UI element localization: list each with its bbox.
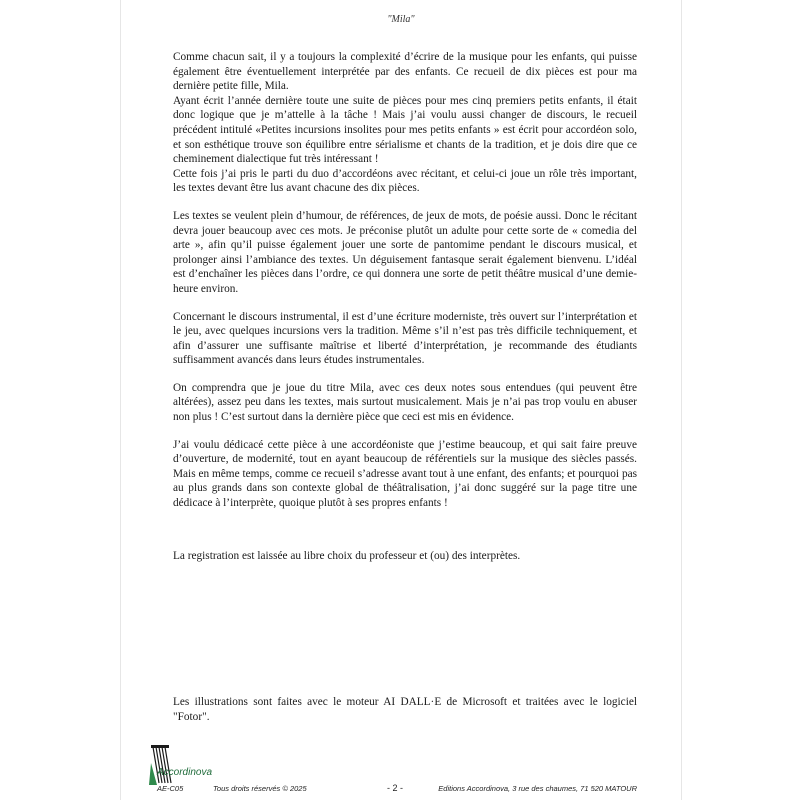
paragraph-intro-3: Cette fois j’ai pris le parti du duo d’accordéons avec récitant, et celui-ci joue un rôle très important, les textes devant être lus avant chacune des dix pièces. [173,167,637,195]
paragraph-intro-1: Comme chacun sait, il y a toujours la complexité d’écrire de la musique pour les enfants, qui puisse également être éventuellement interprétée par des enfants. Ce recueil de dix pièces est pour ma dernière petite fille, Mila. [173,51,637,93]
footer-rights: Tous droits réservés © 2025 [213,784,307,793]
paragraph-illustrations: Les illustrations sont faites avec le moteur AI DALL·E de Microsoft et traitées avec le logiciel "Fotor". [173,696,637,723]
logo-wordmark: Accordinova [157,767,213,778]
paragraph-instrumental: Concernant le discours instrumental, il est d’une écriture moderniste, très ouvert sur l’interprétation et le jeu, avec quelques incursions vers la tradition. Même s’il n’est pas très difficile techniquement, et afin d’assurer une suffisante maîtrise et liberté d’interprétation, je recommande des étudiants suffisamment avancés dans leurs études instrumentales. [173,310,637,367]
paragraph-dedication: J’ai voulu dédicacé cette pièce à une accordéoniste que j’estime beaucoup, et qui sait faire preuve d’ouverture, de modernité, tout en ayant beaucoup de référentiels sur la musique des siècles passés. Mais en même temps, comme ce recueil s’adresse avant tout à une enfant, des enfants; et pourquoi pas au plus grands dans son contexte global de théâtralisation, j’ai donc suggéré sur la page titre une dédicace à l’interprète, quoique plutôt à ses propres enfants ! [173,438,637,510]
page-header-title: "Mila" [387,14,415,25]
accordion-icon [141,745,221,787]
footer-editions: Editions Accordinova, 3 rue des chaumes, 71 520 MATOUR [438,784,637,793]
page-number: - 2 - [387,783,404,793]
paragraph-texts: Les textes se veulent plein d’humour, de références, de jeux de mots, de poésie aussi. Donc le récitant devra jouer beaucoup avec ces mots. Je préconise plutôt un adulte pour cette sorte de « comedia del arte », afin qu’il puisse également jouer une sorte de pantomime pendant le discours musical, et prolonger ainsi l’ambiance des textes. Un déguisement fantasque serait également bienvenu. L’idéal est d’enchaîner les pièces dans l’ordre, ce qui donnera une sorte de petit théâtre musical d’une demie-heure environ. [173,209,637,295]
document-body [173,50,637,724]
paragraph-intro-2: Ayant écrit l’année dernière toute une suite de pièces pour mes cinq premiers petits enfants, il était donc logique que je m’attelle à la tâche ! Mais j’ai voulu aussi changer de discours, le recueil précédent intitulé «Petites incursions insolites pour mes petits enfants » est écrit pour accordéon solo, et son esthétique trouve son équilibre entre sérialisme et chants de la tradition, et je dois dire que ce cheminement dialectique fut très intéressant ! [173,94,637,166]
document-page [120,0,682,800]
paragraph-title-mila: On comprendra que je joue du titre Mila, avec ces deux notes sous entendues (qui peuvent être altérées), assez peu dans les textes, mais surtout musicalement. Mais je n’ai pas trop voulu en abuser non plus ! C’est surtout dans la dernière pièce que ceci est mis en évidence. [173,381,637,424]
footer-code: AE-C05 [157,784,184,793]
accordinova-logo [141,745,221,787]
page-footer [121,784,681,796]
paragraph-registration: La registration est laissée au libre choix du professeur et (ou) des interprètes. [173,549,521,562]
